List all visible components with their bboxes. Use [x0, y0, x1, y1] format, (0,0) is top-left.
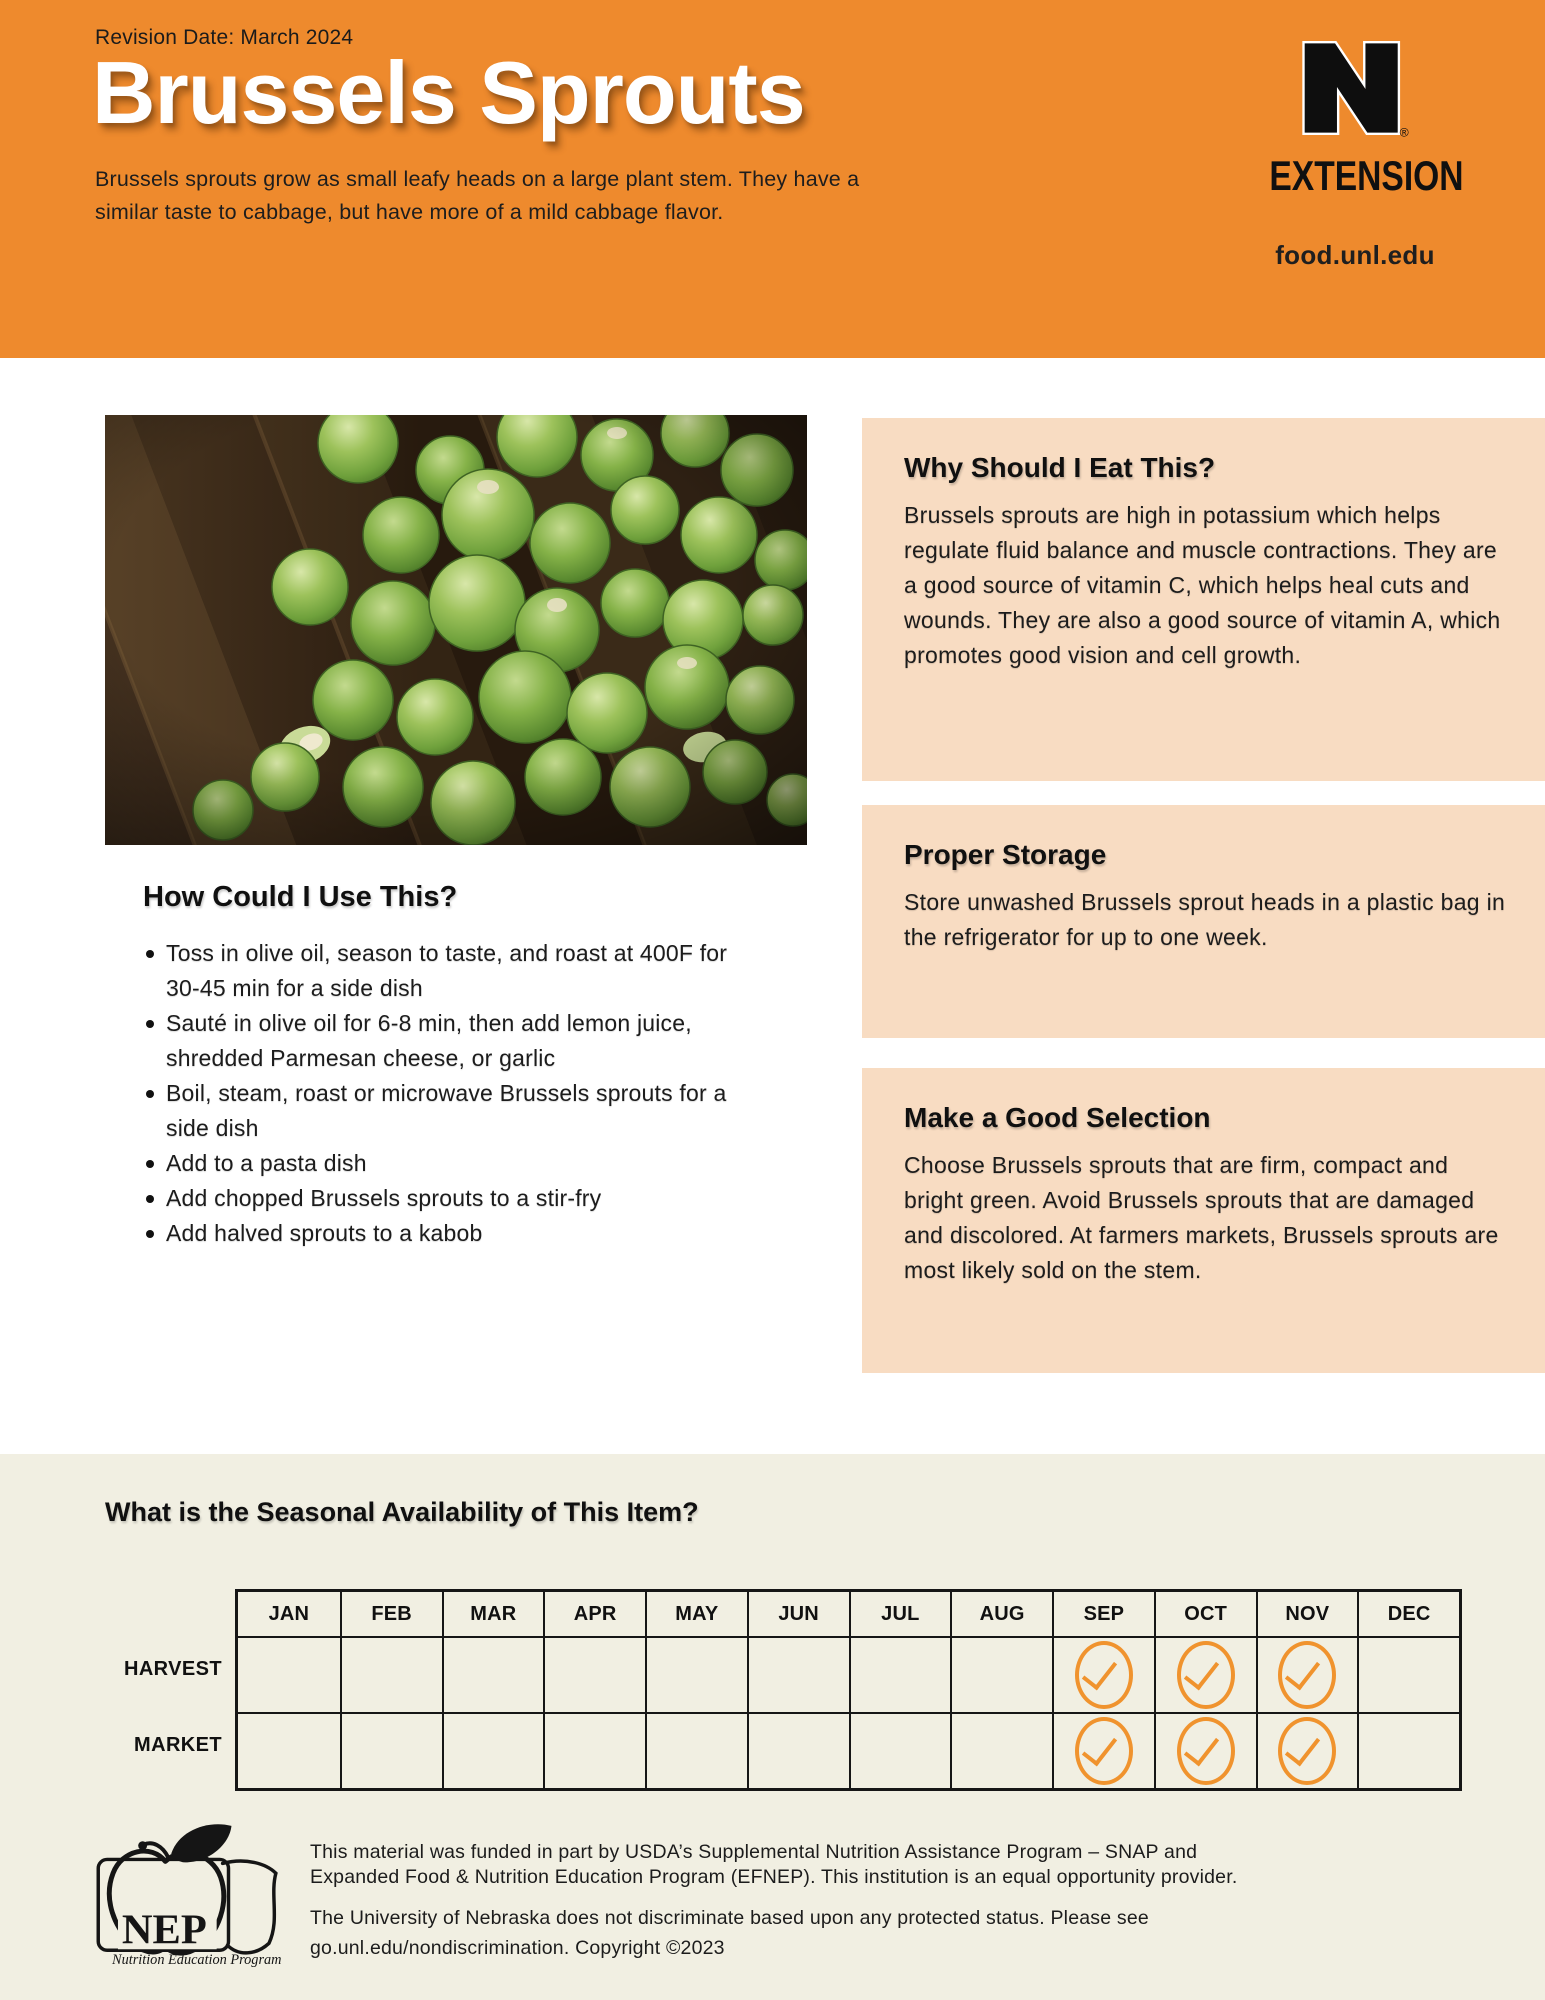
month-header: NOV: [1256, 1592, 1358, 1636]
how-use-title: How Could I Use This?: [143, 881, 458, 913]
funding-text: This material was funded in part by USDA’s Supplemental Nutrition Assistance Program – SNAP and Expanded Food & Nutrition Education Program (EFNEP). This institution is an equal opportunity provider.: [310, 1841, 1238, 1888]
month-header: JUL: [849, 1592, 951, 1636]
availability-cell: [543, 1636, 645, 1712]
selection-body: Choose Brussels sprouts that are firm, compact and bright green. Avoid Brussels sprouts that are damaged and discolored. At farmers markets, Brussels sprouts are most likely sold on the stem.: [904, 1152, 1499, 1283]
list-item: Add halved sprouts to a kabob: [146, 1216, 764, 1251]
availability-cell: [340, 1712, 442, 1788]
month-header: MAY: [645, 1592, 747, 1636]
nep-logo: [92, 1818, 290, 1968]
month-header: AUG: [950, 1592, 1052, 1636]
selection-title: Make a Good Selection: [904, 1102, 1211, 1133]
list-item: Boil, steam, roast or microwave Brussels sprouts for a side dish: [146, 1076, 764, 1146]
availability-cell: [1154, 1712, 1256, 1788]
footer-text-block: [310, 1840, 1260, 1963]
registered-mark-icon: ®: [1399, 125, 1409, 140]
availability-cell: [950, 1636, 1052, 1712]
availability-cell: [1154, 1636, 1256, 1712]
seasonal-title: What is the Seasonal Availability of This Item?: [105, 1497, 699, 1527]
market-row-label: MARKET: [134, 1734, 222, 1756]
availability-cell: [238, 1636, 340, 1712]
availability-cell: [747, 1712, 849, 1788]
availability-cell: [543, 1712, 645, 1788]
availability-cell: [849, 1636, 951, 1712]
month-header: MAR: [442, 1592, 544, 1636]
nep-caption: Nutrition Education Program: [112, 1952, 282, 1968]
brand-block: [1248, 34, 1462, 271]
check-icon: [1278, 1717, 1336, 1785]
seasonal-table: [235, 1589, 1462, 1791]
availability-cell: [238, 1712, 340, 1788]
month-header: APR: [543, 1592, 645, 1636]
nondiscrimination-text: The University of Nebraska does not discriminate based upon any protected status. Please see go.unl.edu/nondiscrimination. Copyright ©2023: [310, 1907, 1149, 1959]
availability-cell: [442, 1636, 544, 1712]
list-item: Add to a pasta dish: [146, 1146, 764, 1181]
availability-cell: [442, 1712, 544, 1788]
availability-cell: [1357, 1712, 1459, 1788]
month-header: JAN: [268, 1602, 310, 1625]
nep-acronym: NEP: [121, 1906, 207, 1954]
storage-box: [862, 805, 1545, 1038]
harvest-row-label: HARVEST: [123, 1658, 222, 1680]
availability-cell: [1357, 1636, 1459, 1712]
storage-body: Store unwashed Brussels sprout heads in a plastic bag in the refrigerator for up to one week.: [904, 889, 1506, 950]
nebraska-n-logo: [1299, 34, 1411, 142]
brussels-sprouts-photo: [105, 415, 807, 845]
list-item: Add chopped Brussels sprouts to a stir-fry: [146, 1181, 764, 1216]
availability-cell: [747, 1636, 849, 1712]
availability-cell: [1256, 1636, 1358, 1712]
list-item: Sauté in olive oil for 6-8 min, then add lemon juice, shredded Parmesan cheese, or garlic: [146, 1006, 764, 1076]
availability-cell: [645, 1636, 747, 1712]
availability-cell: [1256, 1712, 1358, 1788]
availability-cell: [1052, 1636, 1154, 1712]
month-header: SEP: [1052, 1592, 1154, 1636]
availability-cell: [645, 1712, 747, 1788]
revision-date: Revision Date: March 2024: [95, 26, 354, 49]
selection-box: [862, 1068, 1545, 1373]
check-icon: [1177, 1641, 1235, 1709]
check-icon: [1075, 1641, 1133, 1709]
intro-text: Brussels sprouts grow as small leafy heads on a large plant stem. They have a similar taste to cabbage, but have more of a mild cabbage flavor.: [95, 167, 860, 224]
storage-title: Proper Storage: [904, 839, 1107, 870]
site-url: food.unl.edu: [1275, 240, 1435, 270]
month-header: DEC: [1357, 1592, 1459, 1636]
how-use-list: [146, 936, 764, 1251]
availability-cell: [849, 1712, 951, 1788]
availability-cell: [950, 1712, 1052, 1788]
list-item: Toss in olive oil, season to taste, and roast at 400F for 30-45 min for a side dish: [146, 936, 764, 1006]
page-title: Brussels Sprouts: [92, 43, 805, 142]
availability-cell: [1052, 1712, 1154, 1788]
availability-cell: [340, 1636, 442, 1712]
check-icon: [1177, 1717, 1235, 1785]
why-eat-body: Brussels sprouts are high in potassium which helps regulate fluid balance and muscle contractions. They are a good source of vitamin C, which helps heal cuts and wounds. They are also a good source of vitamin A, which promotes good vision and cell growth.: [904, 502, 1501, 668]
month-header: JUN: [747, 1592, 849, 1636]
month-header: FEB: [340, 1592, 442, 1636]
why-eat-title: Why Should I Eat This?: [904, 452, 1216, 483]
header-band: [0, 0, 1545, 358]
extension-wordmark: EXTENSION: [1269, 152, 1464, 199]
check-icon: [1278, 1641, 1336, 1709]
month-header: OCT: [1154, 1592, 1256, 1636]
check-icon: [1075, 1717, 1133, 1785]
why-eat-box: [862, 418, 1545, 781]
